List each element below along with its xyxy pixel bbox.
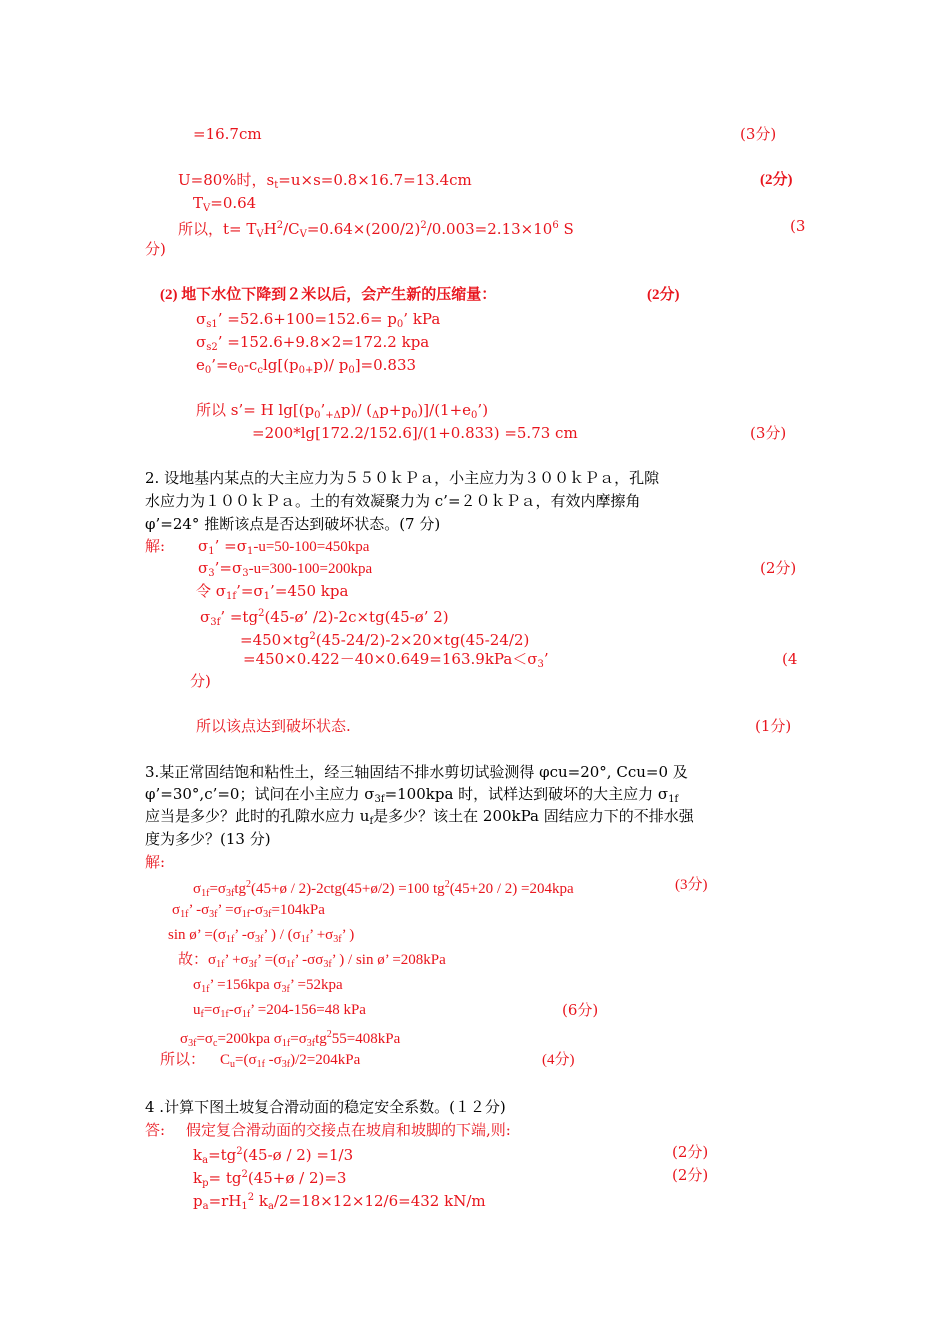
score-mark: (2分) xyxy=(647,287,680,303)
score-mark: (4 xyxy=(782,650,798,668)
calc-line: $\sigma_{1f}=\sigma_{3f}tg^2(45+ø$ / 2)-2ctg(45+ø/2) =100 $tg^2(45+20 / 2) =204kpa$ xyxy=(193,879,574,899)
calc-line: $=450\times tg^2(45-24/2)-2\times 20\times tg(45-24/2)$ xyxy=(240,631,530,649)
score-mark: (3 xyxy=(790,217,806,235)
calc-line: =16.7cm xyxy=(193,125,262,143)
calc-line: =200*lg[172.2/152.6]/(1+0.833) =5.73 cm xyxy=(252,424,578,442)
calc-line: $p_a=rH_1^2$ $k_a/2=18\times 12\times 12/6=432$ kN/m xyxy=(193,1192,486,1212)
calc-line: 所以： $C_u=(\sigma_{1f}$ $-\sigma_{3f})/2=204kPa$ xyxy=(160,1052,361,1070)
calc-line: $\sigma_{s1}$’ $=52.6+100=152.6= p_0$’ kPa xyxy=(196,310,441,330)
calc-line: 故：$\sigma_{1f}$’ $+\sigma_{3f}$’ $=(\sigma_{1f}$’ $-\sigma\sigma_{3f}$’ ) / sin ø’ =208kPa xyxy=(178,952,446,970)
question-text: 应当是多少？此时的孔隙水应力 $u_f$是多少？该土在 200kPa 固结应力下的不排水强 xyxy=(145,807,694,827)
calc-line: $k_p=$ $tg^2(45+ø / 2)=3$ xyxy=(193,1169,347,1189)
calc-line: $\sigma_{3f}=\sigma_c=200kpa$ $\sigma_{1f}=\sigma_{3f}tg^255=408kPa$ xyxy=(180,1029,401,1049)
score-mark: (4分) xyxy=(542,1052,575,1068)
section-heading: (2) 地下水位下降到２米以后，会产生新的压缩量： xyxy=(160,287,497,303)
score-mark: 分) xyxy=(145,240,166,258)
score-mark: (2分) xyxy=(760,172,793,188)
calc-line: 所以，$t= T_VH^2/C_V=0.64\times(200/2)^2/0.003=2.13\times 10^6$ S xyxy=(178,220,574,240)
calc-line: $\sigma_{3f}$’ $=tg^2(45-ø$’ /2)-2c×tg(45-ø’ 2) xyxy=(200,608,449,628)
score-mark: (3分) xyxy=(750,424,787,442)
calc-line: $\sigma_1$’ $=\sigma_1-u=50-100=450kpa$ xyxy=(198,537,370,557)
score-mark: (2分) xyxy=(672,1143,709,1161)
score-mark: (6分) xyxy=(562,1001,599,1019)
question-text: φ’=24° 推断该点是否达到破坏状态。(7 分) xyxy=(145,515,441,533)
calc-line: $\sigma_{s2}$’ =152.6+9.8×2=172.2 kpa xyxy=(196,333,430,353)
answer-label: 解: xyxy=(145,537,166,555)
calc-line: $=450\times 0.422-40\times 0.649=163.9kPa<\sigma_3$’ xyxy=(243,650,549,670)
answer-label: 解: xyxy=(145,853,166,871)
score-mark: (2分) xyxy=(760,559,797,577)
question-text: φ’=30°,c’=0；试问在小主应力 $\sigma_{3f}=100kpa$ 时，试样达到破坏的大主应力 $\sigma_{1f}$ xyxy=(145,785,679,805)
score-mark: 分) xyxy=(190,672,211,690)
calc-line: $T_V=0.64$ xyxy=(193,194,257,214)
calc-line: $\sigma_{1f}$’ $-\sigma_{3f}$’ $=\sigma_{1f}-\sigma_{3f}=104kPa$ xyxy=(172,902,325,920)
calc-line: sin ø’ $=(\sigma_{1f}$’ $-\sigma_{3f}$’ ) / ($\sigma_{1f}$’ $+\sigma_{3f}$’ ) xyxy=(168,927,355,945)
calc-line: $\sigma_{1f}$’ =156kpa $\sigma_{3f}$’ =52kpa xyxy=(193,977,343,995)
question-text: 度为多少？(13 分) xyxy=(145,830,271,848)
score-mark: (2分) xyxy=(672,1166,709,1184)
calc-line: $k_a=tg^2(45-ø / 2) =1/3$ xyxy=(193,1146,354,1166)
question-text: 4 .计算下图土坡复合滑动面的稳定安全系数。(１２分) xyxy=(145,1098,506,1116)
conclusion-text: 所以该点达到破坏状态. xyxy=(196,717,351,735)
calc-line: 假定复合滑动面的交接点在坡肩和坡脚的下端,则: xyxy=(186,1121,511,1139)
question-text: 3.某正常固结饱和粘性土，经三轴固结不排水剪切试验测得 φcu=20°, Ccu=0 及 xyxy=(145,763,688,781)
calc-line: 令 $\sigma_{1f}’=\sigma_1’=450$ kpa xyxy=(196,582,349,602)
score-mark: (3分) xyxy=(675,877,708,893)
score-mark: (1分) xyxy=(755,717,792,735)
question-text: 水应力为１００ｋＰａ。土的有效凝聚力为 c’=２０ｋＰａ，有效内摩擦角 xyxy=(145,492,641,510)
calc-line: $u_f=\sigma_{1f}-\sigma_{1f}$’ =204-156=48 kPa xyxy=(193,1002,366,1020)
calc-line: $e_0’=e_0-c_c\lg[(p_{0+}p)/$ $p_0]=0.833$ xyxy=(196,356,417,376)
calc-line: $\sigma_3’=\sigma_3-u=300-100=200kpa$ xyxy=(198,559,373,579)
score-mark: (3分) xyxy=(740,125,777,143)
question-text: 2. 设地基内某点的大主应力为５５０ｋＰａ，小主应力为３００ｋＰａ，孔隙 xyxy=(145,469,660,487)
answer-label: 答: xyxy=(145,1121,166,1139)
calc-line: 所以 s’= H $\lg[(p_0’_{+\Delta}p)/$ $(_\Delta p+p_0)]/(1+e_0’)$ xyxy=(196,401,489,421)
calc-line: U=80%时，$s_t=u\times s=0.8\times 16.7=13.4cm$ xyxy=(178,171,472,191)
